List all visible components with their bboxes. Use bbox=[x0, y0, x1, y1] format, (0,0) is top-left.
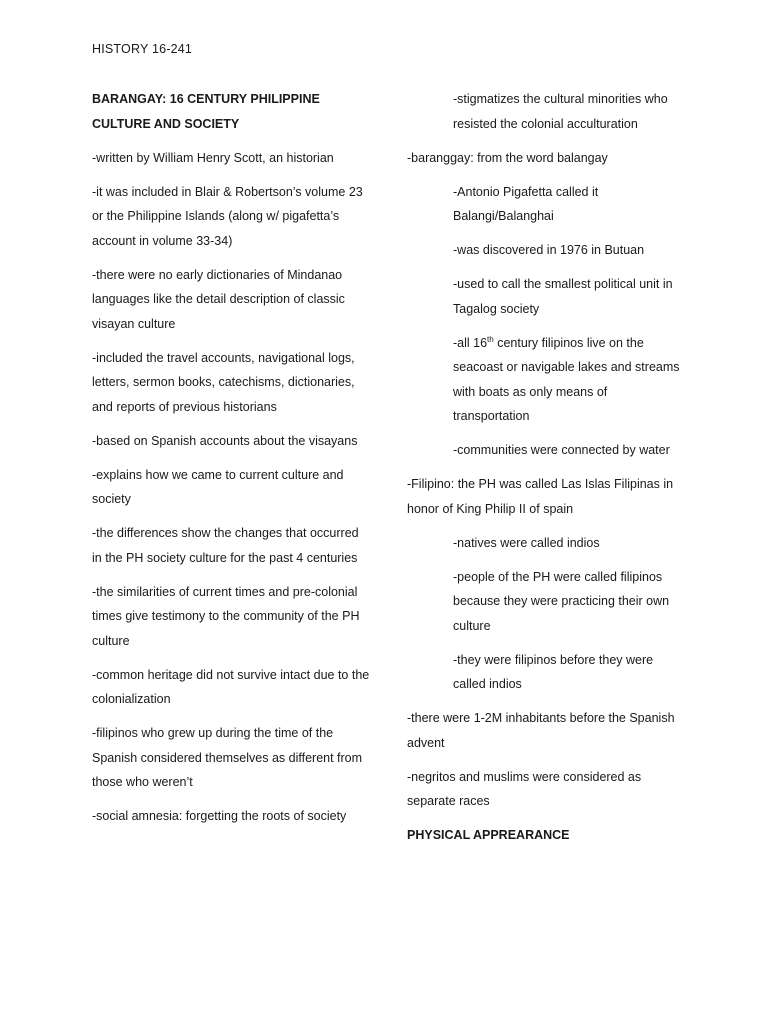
note-paragraph: -there were 1-2M inhabitants before the Spanish advent bbox=[407, 711, 675, 750]
note-paragraph: -negritos and muslims were considered as separate races bbox=[407, 769, 642, 808]
note-paragraph: -based on Spanish accounts about the visayans bbox=[92, 433, 358, 448]
note-text-segment: century filipinos live on the seacoast or navigable lakes and streams with boats as only means of transportation bbox=[453, 335, 680, 423]
right-column bbox=[407, 87, 682, 857]
note-paragraph: -there were no early dictionaries of Mindanao languages like the detail description of classic visayan culture bbox=[92, 267, 345, 331]
note-paragraph: -Filipino: the PH was called Las Islas Filipinas in honor of King Philip II of spain bbox=[407, 477, 674, 516]
ordinal-superscript: th bbox=[487, 334, 494, 344]
note-subpoint: -natives were called indios bbox=[453, 535, 600, 550]
note-paragraph: -filipinos who grew up during the time of the Spanish considered themselves as different from those who weren’t bbox=[92, 726, 363, 789]
note-paragraph: -it was included in Blair & Robertson’s volume 23 or the Philippine Islands (along w/ pigafetta’s account in volume 33-34) bbox=[92, 184, 363, 248]
note-subpoint bbox=[453, 331, 682, 429]
page-header: HISTORY 16-241 bbox=[92, 42, 193, 56]
note-text-segment: -all 16 bbox=[453, 335, 488, 350]
section-heading: PHYSICAL APPREARANCE bbox=[407, 828, 570, 842]
note-paragraph: -baranggay: from the word balangay bbox=[407, 150, 608, 165]
note-subpoint: -communities were connected by water bbox=[453, 443, 670, 457]
note-subpoint: -stigmatizes the cultural minorities who resisted the colonial acculturation bbox=[453, 92, 668, 131]
note-subpoint: -was discovered in 1976 in Butuan bbox=[453, 243, 645, 257]
note-paragraph: -the differences show the changes that occurred in the PH society culture for the past 4 centuries bbox=[92, 526, 359, 565]
note-paragraph: -social amnesia: forgetting the roots of society bbox=[92, 809, 347, 823]
note-subpoint: -Antonio Pigafetta called it Balangi/Balanghai bbox=[453, 184, 599, 223]
note-paragraph: -explains how we came to current culture and society bbox=[92, 467, 344, 506]
note-paragraph: -written by William Henry Scott, an historian bbox=[92, 150, 334, 165]
document-title: BARANGAY: 16 CENTURY PHILIPPINE CULTURE AND SOCIETY bbox=[92, 92, 320, 131]
note-subpoint: -used to call the smallest political unit in Tagalog society bbox=[453, 277, 673, 316]
note-paragraph: -the similarities of current times and pre-colonial times give testimony to the community of the PH culture bbox=[92, 584, 360, 648]
note-subpoint: -they were filipinos before they were called indios bbox=[453, 652, 654, 691]
left-column bbox=[92, 87, 370, 838]
note-paragraph: -common heritage did not survive intact due to the colonialization bbox=[92, 667, 370, 706]
note-paragraph: -included the travel accounts, navigational logs, letters, sermon books, catechisms, dictionaries, and reports of previous historians bbox=[92, 350, 355, 414]
note-subpoint: -people of the PH were called filipinos because they were practicing their own culture bbox=[453, 569, 670, 633]
